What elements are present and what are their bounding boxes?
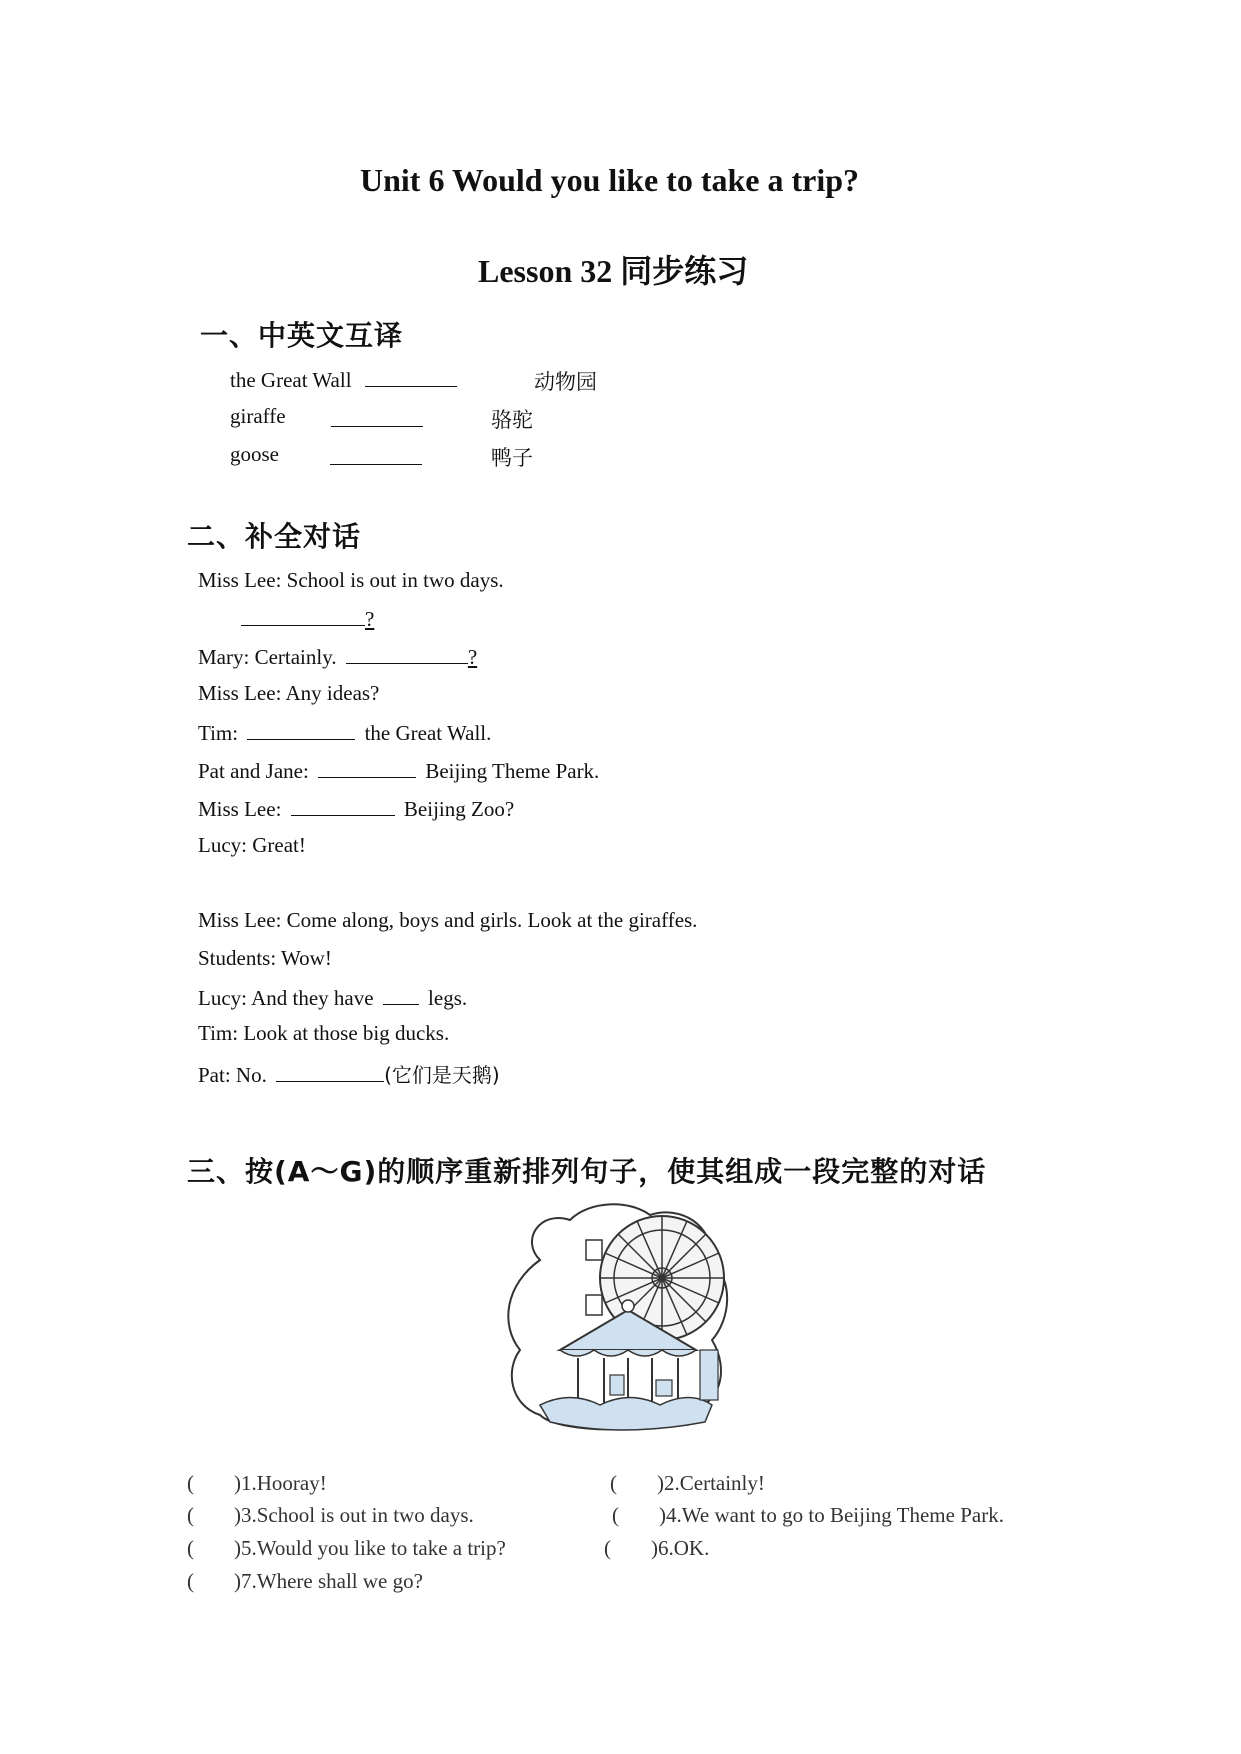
dialogue-line: Tim: Look at those big ducks. [198,1021,450,1045]
answer-blank[interactable] [318,757,416,778]
answer-blank[interactable] [291,795,395,816]
translate-item-1 [230,366,457,393]
dialogue-line: Miss Lee: Beijing Zoo? [198,797,515,821]
order-item-1: ( )1.Hooray! [187,1471,327,1495]
page-title: Unit 6 Would you like to take a trip? [360,162,860,198]
dialogue-line: ? [241,605,374,632]
translate-en-2: giraffe [230,404,286,428]
translate-cn-2: 骆驼 [491,408,533,432]
order-item-4: ( )4.We want to go to Beijing Theme Park. [612,1503,1004,1527]
dialogue-line: Miss Lee: Come along, boys and girls. Look at the giraffes. [198,908,698,932]
answer-paren[interactable]: ( [612,1503,619,1527]
translate-item-3 [230,442,279,467]
dialogue-line: Lucy: And they have legs. [198,986,468,1010]
answer-blank[interactable] [346,643,468,664]
order-item-3: ( )3.School is out in two days. [187,1503,474,1527]
translate-en-1: the Great Wall [230,368,352,392]
translate-cn-1: 动物园 [534,370,597,394]
dialogue-line: Miss Lee: Any ideas? [198,681,380,705]
dialogue-line: Miss Lee: School is out in two days. [198,568,504,592]
dialogue-line: Lucy: Great! [198,833,306,857]
translate-en-3: goose [230,442,279,466]
dialogue-line: Pat: No. (它们是天鹅) [198,1063,500,1087]
answer-blank[interactable] [331,406,423,427]
translate-item-2 [230,404,286,429]
ferris-wheel-carousel-illustration [500,1200,736,1440]
answer-paren[interactable]: ( [187,1569,194,1593]
answer-blank[interactable] [365,366,457,387]
section2-heading: 二、补全对话 [187,520,362,553]
answer-paren[interactable]: ( [610,1471,617,1495]
answer-blank[interactable] [247,719,355,740]
answer-paren[interactable]: ( [187,1536,194,1560]
answer-paren[interactable]: ( [187,1471,194,1495]
answer-paren[interactable]: ( [187,1503,194,1527]
dialogue-line: Tim: the Great Wall. [198,721,492,745]
answer-blank[interactable] [383,984,419,1005]
answer-blank[interactable] [330,444,422,465]
order-item-6: ( )6.OK. [604,1536,710,1560]
dialogue-line: Mary: Certainly. ? [198,645,478,669]
order-item-7: ( )7.Where shall we go? [187,1569,423,1593]
dialogue-line: Students: Wow! [198,946,332,970]
answer-paren[interactable]: ( [604,1536,611,1560]
section3-heading: 三、按(A～G)的顺序重新排列句子，使其组成一段完整的对话 [187,1155,987,1188]
answer-blank[interactable] [241,605,365,626]
lesson-title: Lesson 32 同步练习 [478,253,749,289]
order-item-5: ( )5.Would you like to take a trip? [187,1536,506,1560]
answer-blank[interactable] [276,1061,384,1082]
dialogue-line: Pat and Jane: Beijing Theme Park. [198,759,600,783]
order-item-2: ( )2.Certainly! [610,1471,765,1495]
section1-heading: 一、中英文互译 [200,319,404,352]
translate-cn-3: 鸭子 [491,446,533,470]
